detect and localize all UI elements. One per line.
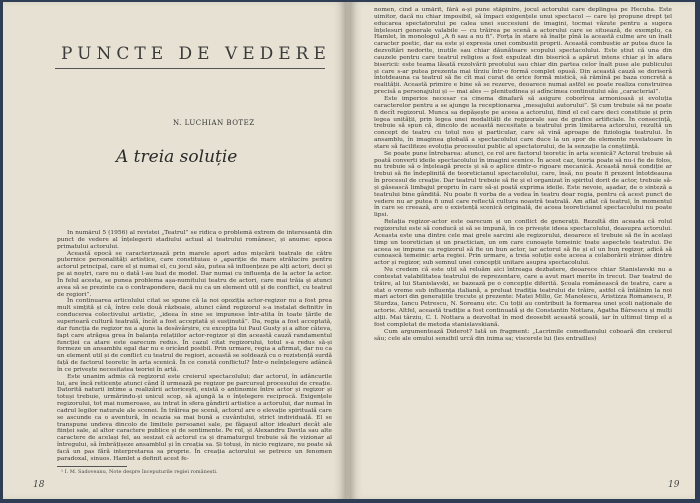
paragraph: Este unanim admis că regizorul este creierul spectacolului; dar actorul, în adâncurile lui, are încă reticențe atunci când îl urmează pe regizor pe parcursul procesului de creație. Datorită naturii intime a realizării actoricești, există o antinomie între actor și regizor și totuși trebuie, urmărindu-și unicul scop, să ajungă la o înțelegere reciprocă. Exigențele regizorului, tot mai numeroase, au intrat în sfera gândirii artistice a actorului, dar numai în cadrul legilor naturale ale scenei. În trăirea pe scenă, actorul are o elevație spirituală care se ascunde ca o aventură, în ocazia sa mai bună a cuvântului, strict individuală. El se transpune undeva dincolo de limitele persoanei sale, pe făgașul altor idealuri decât ale ființei sale, al altor caractere publice și de sentimente. Pe rol, și Alexandru Davila sau alte caractere de același fel, au sesizat că actorul ca și dramaturgul trebuie să fie vizionar al întregului, să îmbrățișeze ansamblul și în creația sa. Și totuși, în nicio regizare, nu poate să facă un pas fără interpretarea sa proprie. În creația actorului se petrece un fenomen paradoxal, sinuos. Hamlet a definit acest fe- — [57, 373, 332, 462]
author-name: N. LUCHIAN BOTEZ — [173, 119, 255, 127]
paragraph: Relația regizor-actor este oarecum și un conflict de generații. Rezultă din aceasta că rolul regizorului este să conducă și să se impună, în ce privește ideea spectacolului, deasupra actorului. Aceasta este una dintre cele mai grele sarcini ale regizorului, deoarece el trebuie să fie în același timp un teoretician și un practician, un om care cunoaște temeinic toate aspectele teatrului. De aceea se impune ca regizorul să fie un bun actor, iar actorul să fie și el un bun regizor, adică să cunoască temeinic arta regiei. Prin urmare, a treia soluție este aceea a colaborării strânse dintre actor și regizor, sub semnul unei concepții unitare asupra spectacolului. — [374, 219, 672, 267]
paragraph: Această epocă se caracterizează prin marele aport adus mișcării teatrale de către puternice personalități artistice, care constituiau o „apariție de mare strălucire pentru actorul principal, care el și numai el, cu jocul său, putea să influențeze pe alți actori, deci și pe ai noștri, care nu o dată l-au luat de model. Dar numai cu influența de la actor la actor. În felul acesta, se punea problema așa-numitului teatru de actori, care mai trăia și atunci avea să se prezinte ca o contrapondere, dacă nu ca un element util și de conflict, cu teatrul de regiori”. — [57, 250, 332, 298]
article-title: A treia soluție — [116, 147, 238, 167]
left-body-text — [57, 230, 332, 472]
section-rule — [55, 68, 325, 69]
page-number-left: 18 — [33, 480, 45, 490]
footnote: ¹ I. M. Sadoveanu, Note despre începuturile regiei românești. — [61, 469, 218, 475]
section-title: PUNCTE DE VEDERE — [61, 44, 331, 64]
page-number-right: 19 — [668, 480, 680, 490]
paragraph: Se poate pune întrebarea: atunci, ce rol are factorul teoretic în arta scenică? Actorul trebuie să poată converti ideile spectacolului în imagini scenice. În acest caz, teoria poate să nu-i fie de folos, nu trebuie să o înțeleagă precis și să o aplice dintr-o rigoare mecanică. Această nouă condiție ar trebui să fie îndeplinită de teoreticianul spectacolului, care, însă, nu poate fi prezent întotdeauna în procesul de creație. Dar teatrul trebuie să fie și el organizat în spiritul dorit de actor, trebuie să-și găsească limbajul propriu în care să-și poată exprima ideile. Este nevoie, așadar, de o sinteză a teatrului bine gândită. Nu poate fi vorba de a vedea în teatru doar regia, pentru că acest punct de vedere nu ar putea fi unul care reflectă cultura noastră teatrală. Am aflat că teatrul, în momentul în care se creează, are o existență scenică originală, de aceea teoreticianul spectacolului nu poate lipsi. — [374, 150, 672, 219]
paragraph: Cum argumentează Diderot? Iată un fragment: „Lacrimile comedianului coboară din creierul său; cele ale omului sensibil urcă din inima sa; viscerele lui (les entrailles) — [374, 328, 672, 342]
right-page — [350, 2, 695, 499]
left-page — [3, 2, 346, 499]
paragraph: Nu credem că este util să reluăm aici întreaga dezbatere, deoarece chiar Stanislavski nu a contestat valabilitatea teatrului de reprezentare, care a avut mari merite în trecut. Dar teatrul de trăire, al lui Stanislavski, se bazează pe o concepție diferită. Școala românească de teatru, care a stat o vreme sub influența italiană, a preluat tradiția teatrului de trăire, astfel că întâlnim la noi mari actori din generațiile trecute și prezente: Matei Millo, Gr. Manolescu, Aristizza Romanescu, P. Sturdza, Iancu Petrescu, N. Soreanu etc. Cu toții au contribuit la formarea unei școli naționale de actorie. Altfel, această tradiție a fost continuată și de Constantin Nottara, Agatha Bârsescu și mulți alții. Mai târziu, C. I. Nottara a dezvoltat în mod deosebit această școală, iar în ultimul timp el a fost completat de metoda stanislavskiană. — [374, 267, 672, 328]
paragraph: În numărul 5 (1956) al revistei „Teatrul” se ridica o problemă extrem de interesantă din punct de vedere al înțelegerii stadiului actual al teatrului românesc, și anume: epoca primatului actorului. — [57, 230, 332, 250]
paragraph: nomen, cînd a umărit, fără a-și pune stăpînire, jocul actorului care deplîngea pe Hecuba. Este uimitor, dacă nu chiar imposibil, să împaci exigențele unui spectacol — care își propune drept țel educarea spectatorului pe calea unei succesiuni de imagini, tocmai văzute pentru a sugera înțelesuri generale valabile — cu trăirea pe scenă a actorului care se situează, de exemplu, ca Hamlet, în monologul „A fi sau a nu fi”. Forța în stare să înalțe pînă la această culme are un înalt caracter poetic, dar ea este și expresia unei combustii proprii. Această combustie ar putea duce la dezvoltări nedorite, inutile sau chiar dăunătoare scopului spectacolului. Este știut că una din cauzele pentru care teatrul religios a fost expulzat din biserică a apărut intens chiar și în afara bisericii: este teama lăsată rezolvării preotului sau chiar din partea celor înalt puse ale publicului și care s-ar putea prezenta mai tîrziu într-o formă complet opusă. Din această cauză se doriseră întotdeauna ca teatrul să fie cît mai curat de orice formă mistică, să rămînă pe baza concretă a realității. Această primire e bine să se rezerve, deoarece numai astfel se poate realiza construirea precisă a personajului și — mai ales — plenitudinea și adîncimea continutului său „caracterial”. — [374, 7, 672, 96]
paragraph: Este imperios necesar ca cinema dinafară să asigure coborîrea armonioasă și evoluția caracterelor pentru a se ajunge la receptionarea „mesajului autorului”. Și cum trebuie să ne poate fi decît regizorul. Munca sa depășește pe aceea a actorului, fiind el cel care deci constituie și prin legea unității, prin legea unei modalități de regizorale sau de grafice artificiale. În consecință, trebuie să spun că, dincolo de această necesitate a teatrului prin limitarea actorului, rezultă un concept de teatru cu totul nou și particular, care să vină aproape de fiziologia teatrului. În ansamblu, în imaginea globală a spectacolului care duce la un spor de elemente revelatoare în stare să faciliteze evoluția procesului public al spectatorului, de la senzație la conștiință. — [374, 95, 672, 150]
footnote-rule — [57, 466, 127, 467]
right-body-text — [374, 7, 672, 475]
paragraph: În continuarea articolului citat se spune că la noi opoziția actor-regizor nu a fost prea mult simțită și că, între cele două războaie, atunci când regizorul s-a instalat definitiv în conducerea colectivului artistic, „ideea în sine se impunese într-atita în toate țările de superioară cultură teatrală, încât a fost acceptată și susținută”. Da, regia a fost acceptată, dar funcția de regizor nu a ajuns la desăvârșire, cu excepția lui Paul Gusty și a altor câteva, fapt care atrăgea grea în balanța relațiilor actor-regizor și din această cauză randamentul funcției ca atare este oarecum redus. În cazul citat regizorului, totul s-a redus să-și formeze un ansamblu egal dar nu e oricând posibil. Prin urmare, regia a afirmat, dar nu ca un element util și de conflict cu teatrul de regiori, această se soldează cu o rezistență surdă față de factorul teoretic în arta scenică. În ce constă conflictul? Într-o neînțelegere adâncă în ce privește necesitatea teoriei în artă. — [57, 298, 332, 373]
